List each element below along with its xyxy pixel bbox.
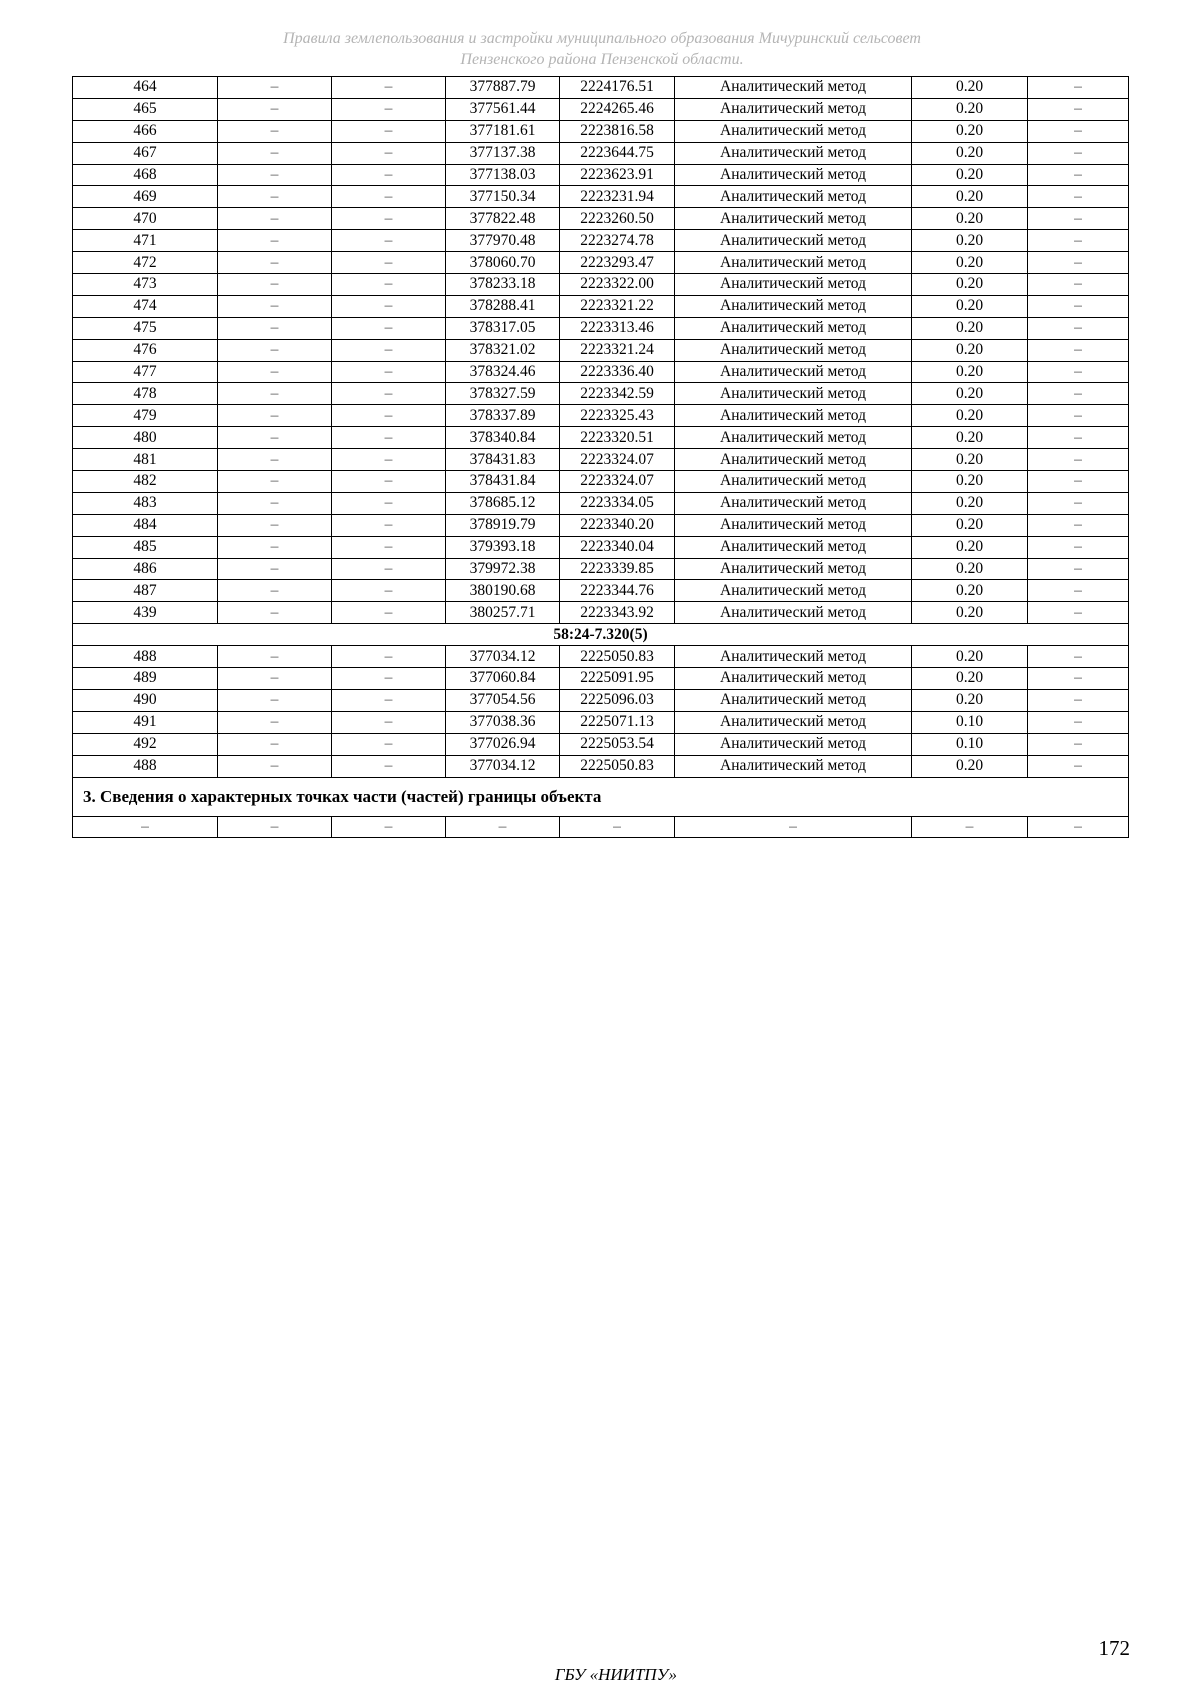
x-coordinate-cell: –	[446, 816, 560, 838]
old-y-cell: –	[332, 558, 446, 580]
old-x-cell: –	[218, 536, 332, 558]
table-row	[73, 339, 1129, 361]
header-line-2: Пензенского района Пензенской области.	[460, 51, 744, 68]
accuracy-cell: 0.20	[912, 77, 1028, 99]
old-x-cell: –	[218, 142, 332, 164]
description-cell: –	[1028, 274, 1129, 296]
old-x-cell: –	[218, 98, 332, 120]
method-cell: Аналитический метод	[675, 427, 912, 449]
description-cell: –	[1028, 164, 1129, 186]
description-cell: –	[1028, 186, 1129, 208]
old-y-cell: –	[332, 471, 446, 493]
x-coordinate-cell: 377137.38	[446, 142, 560, 164]
description-cell: –	[1028, 230, 1129, 252]
point-number-cell: 484	[73, 514, 218, 536]
old-x-cell: –	[218, 755, 332, 777]
accuracy-cell: 0.20	[912, 230, 1028, 252]
point-number-cell: 477	[73, 361, 218, 383]
point-number-cell: 489	[73, 668, 218, 690]
x-coordinate-cell: 379393.18	[446, 536, 560, 558]
old-y-cell: –	[332, 186, 446, 208]
table-row	[73, 449, 1129, 471]
x-coordinate-cell: 380257.71	[446, 602, 560, 624]
y-coordinate-cell: 2223322.00	[560, 274, 675, 296]
x-coordinate-cell: 378340.84	[446, 427, 560, 449]
accuracy-cell: 0.20	[912, 383, 1028, 405]
x-coordinate-cell: 378060.70	[446, 252, 560, 274]
method-cell: Аналитический метод	[675, 558, 912, 580]
old-y-cell: –	[332, 339, 446, 361]
accuracy-cell: 0.20	[912, 186, 1028, 208]
table-row	[73, 142, 1129, 164]
old-x-cell: –	[218, 668, 332, 690]
old-y-cell: –	[332, 711, 446, 733]
description-cell: –	[1028, 427, 1129, 449]
section-3-heading: 3. Сведения о характерных точках части (частей) границы объекта	[73, 777, 1129, 816]
table-row	[73, 816, 1129, 838]
y-coordinate-cell: 2225053.54	[560, 733, 675, 755]
point-number-cell: 486	[73, 558, 218, 580]
method-cell: Аналитический метод	[675, 689, 912, 711]
accuracy-cell: 0.20	[912, 471, 1028, 493]
y-coordinate-cell: 2223344.76	[560, 580, 675, 602]
y-coordinate-cell: 2225050.83	[560, 646, 675, 668]
old-x-cell: –	[218, 317, 332, 339]
method-cell: Аналитический метод	[675, 514, 912, 536]
old-x-cell: –	[218, 383, 332, 405]
y-coordinate-cell: 2223313.46	[560, 317, 675, 339]
method-cell: Аналитический метод	[675, 120, 912, 142]
method-cell: Аналитический метод	[675, 580, 912, 602]
description-cell: –	[1028, 317, 1129, 339]
point-number-cell: 475	[73, 317, 218, 339]
y-coordinate-cell: 2223340.04	[560, 536, 675, 558]
point-number-cell: 483	[73, 492, 218, 514]
point-number-cell: 492	[73, 733, 218, 755]
accuracy-cell: 0.20	[912, 208, 1028, 230]
accuracy-cell: 0.20	[912, 405, 1028, 427]
y-coordinate-cell: 2224265.46	[560, 98, 675, 120]
method-cell: Аналитический метод	[675, 230, 912, 252]
description-cell: –	[1028, 646, 1129, 668]
old-y-cell: –	[332, 580, 446, 602]
x-coordinate-cell: 377150.34	[446, 186, 560, 208]
x-coordinate-cell: 377054.56	[446, 689, 560, 711]
x-coordinate-cell: 377561.44	[446, 98, 560, 120]
method-cell: Аналитический метод	[675, 449, 912, 471]
method-cell: –	[675, 816, 912, 838]
x-coordinate-cell: 378919.79	[446, 514, 560, 536]
description-cell: –	[1028, 558, 1129, 580]
y-coordinate-cell: 2223336.40	[560, 361, 675, 383]
table-row	[73, 77, 1129, 99]
point-number-cell: 488	[73, 646, 218, 668]
method-cell: Аналитический метод	[675, 471, 912, 493]
old-x-cell: –	[218, 252, 332, 274]
accuracy-cell: 0.20	[912, 668, 1028, 690]
old-x-cell: –	[218, 602, 332, 624]
x-coordinate-cell: 378317.05	[446, 317, 560, 339]
method-cell: Аналитический метод	[675, 668, 912, 690]
description-cell: –	[1028, 602, 1129, 624]
y-coordinate-cell: 2223293.47	[560, 252, 675, 274]
table-row	[73, 580, 1129, 602]
table-row	[73, 471, 1129, 493]
old-x-cell: –	[218, 471, 332, 493]
description-cell: –	[1028, 405, 1129, 427]
method-cell: Аналитический метод	[675, 208, 912, 230]
old-x-cell: –	[218, 689, 332, 711]
description-cell: –	[1028, 142, 1129, 164]
old-x-cell: –	[218, 164, 332, 186]
y-coordinate-cell: 2223623.91	[560, 164, 675, 186]
old-y-cell: –	[332, 383, 446, 405]
x-coordinate-cell: 377887.79	[446, 77, 560, 99]
description-cell: –	[1028, 449, 1129, 471]
x-coordinate-cell: 379972.38	[446, 558, 560, 580]
accuracy-cell: 0.20	[912, 252, 1028, 274]
point-number-cell: 468	[73, 164, 218, 186]
description-cell: –	[1028, 514, 1129, 536]
point-number-cell: –	[73, 816, 218, 838]
accuracy-cell: 0.20	[912, 514, 1028, 536]
point-number-cell: 482	[73, 471, 218, 493]
old-x-cell: –	[218, 816, 332, 838]
point-number-cell: 474	[73, 295, 218, 317]
accuracy-cell: 0.20	[912, 536, 1028, 558]
old-y-cell: –	[332, 602, 446, 624]
point-number-cell: 471	[73, 230, 218, 252]
description-cell: –	[1028, 755, 1129, 777]
x-coordinate-cell: 377138.03	[446, 164, 560, 186]
accuracy-cell: 0.20	[912, 361, 1028, 383]
y-coordinate-cell: –	[560, 816, 675, 838]
description-cell: –	[1028, 361, 1129, 383]
old-y-cell: –	[332, 120, 446, 142]
table-row	[73, 252, 1129, 274]
point-number-cell: 464	[73, 77, 218, 99]
table-row	[73, 383, 1129, 405]
table-row	[73, 755, 1129, 777]
old-x-cell: –	[218, 77, 332, 99]
y-coordinate-cell: 2225096.03	[560, 689, 675, 711]
old-x-cell: –	[218, 295, 332, 317]
old-x-cell: –	[218, 339, 332, 361]
y-coordinate-cell: 2223320.51	[560, 427, 675, 449]
accuracy-cell: 0.20	[912, 755, 1028, 777]
x-coordinate-cell: 377181.61	[446, 120, 560, 142]
table-row	[73, 689, 1129, 711]
x-coordinate-cell: 377034.12	[446, 646, 560, 668]
method-cell: Аналитический метод	[675, 405, 912, 427]
y-coordinate-cell: 2223260.50	[560, 208, 675, 230]
accuracy-cell: 0.10	[912, 711, 1028, 733]
point-number-cell: 470	[73, 208, 218, 230]
accuracy-cell: 0.20	[912, 274, 1028, 296]
old-y-cell: –	[332, 816, 446, 838]
accuracy-cell: 0.20	[912, 580, 1028, 602]
point-number-cell: 479	[73, 405, 218, 427]
old-x-cell: –	[218, 186, 332, 208]
accuracy-cell: 0.20	[912, 98, 1028, 120]
description-cell: –	[1028, 383, 1129, 405]
old-x-cell: –	[218, 208, 332, 230]
accuracy-cell: 0.10	[912, 733, 1028, 755]
point-number-cell: 469	[73, 186, 218, 208]
x-coordinate-cell: 377970.48	[446, 230, 560, 252]
old-y-cell: –	[332, 77, 446, 99]
table-row	[73, 208, 1129, 230]
method-cell: Аналитический метод	[675, 733, 912, 755]
accuracy-cell: 0.20	[912, 339, 1028, 361]
old-x-cell: –	[218, 514, 332, 536]
table-row	[73, 514, 1129, 536]
method-cell: Аналитический метод	[675, 317, 912, 339]
point-number-cell: 481	[73, 449, 218, 471]
description-cell: –	[1028, 120, 1129, 142]
accuracy-cell: 0.20	[912, 646, 1028, 668]
table-row	[73, 230, 1129, 252]
old-y-cell: –	[332, 208, 446, 230]
accuracy-cell: –	[912, 816, 1028, 838]
old-x-cell: –	[218, 427, 332, 449]
x-coordinate-cell: 377822.48	[446, 208, 560, 230]
cadastral-group-heading-row	[73, 624, 1129, 646]
y-coordinate-cell: 2223816.58	[560, 120, 675, 142]
old-y-cell: –	[332, 689, 446, 711]
y-coordinate-cell: 2223342.59	[560, 383, 675, 405]
method-cell: Аналитический метод	[675, 755, 912, 777]
cadastral-group-heading: 58:24-7.320(5)	[73, 624, 1129, 646]
old-y-cell: –	[332, 317, 446, 339]
old-x-cell: –	[218, 230, 332, 252]
accuracy-cell: 0.20	[912, 689, 1028, 711]
y-coordinate-cell: 2225071.13	[560, 711, 675, 733]
description-cell: –	[1028, 689, 1129, 711]
old-y-cell: –	[332, 142, 446, 164]
method-cell: Аналитический метод	[675, 274, 912, 296]
table-row	[73, 427, 1129, 449]
description-cell: –	[1028, 77, 1129, 99]
old-y-cell: –	[332, 98, 446, 120]
accuracy-cell: 0.20	[912, 492, 1028, 514]
x-coordinate-cell: 378337.89	[446, 405, 560, 427]
method-cell: Аналитический метод	[675, 164, 912, 186]
old-y-cell: –	[332, 514, 446, 536]
point-number-cell: 472	[73, 252, 218, 274]
y-coordinate-cell: 2223340.20	[560, 514, 675, 536]
y-coordinate-cell: 2225050.83	[560, 755, 675, 777]
old-y-cell: –	[332, 427, 446, 449]
accuracy-cell: 0.20	[912, 449, 1028, 471]
method-cell: Аналитический метод	[675, 361, 912, 383]
method-cell: Аналитический метод	[675, 295, 912, 317]
x-coordinate-cell: 378327.59	[446, 383, 560, 405]
table-row	[73, 492, 1129, 514]
y-coordinate-cell: 2223343.92	[560, 602, 675, 624]
accuracy-cell: 0.20	[912, 317, 1028, 339]
old-x-cell: –	[218, 120, 332, 142]
y-coordinate-cell: 2223334.05	[560, 492, 675, 514]
x-coordinate-cell: 378321.02	[446, 339, 560, 361]
description-cell: –	[1028, 471, 1129, 493]
old-x-cell: –	[218, 733, 332, 755]
table-row	[73, 668, 1129, 690]
description-cell: –	[1028, 711, 1129, 733]
method-cell: Аналитический метод	[675, 142, 912, 164]
table-row	[73, 711, 1129, 733]
method-cell: Аналитический метод	[675, 252, 912, 274]
table-row	[73, 120, 1129, 142]
old-x-cell: –	[218, 580, 332, 602]
x-coordinate-cell: 377038.36	[446, 711, 560, 733]
old-y-cell: –	[332, 295, 446, 317]
y-coordinate-cell: 2223325.43	[560, 405, 675, 427]
old-y-cell: –	[332, 536, 446, 558]
point-number-cell: 476	[73, 339, 218, 361]
document-header	[72, 28, 1132, 70]
accuracy-cell: 0.20	[912, 120, 1028, 142]
point-number-cell: 478	[73, 383, 218, 405]
y-coordinate-cell: 2223324.07	[560, 471, 675, 493]
old-x-cell: –	[218, 646, 332, 668]
table-body	[73, 77, 1129, 838]
old-y-cell: –	[332, 361, 446, 383]
old-x-cell: –	[218, 711, 332, 733]
section-3-heading-row	[73, 777, 1129, 816]
method-cell: Аналитический метод	[675, 646, 912, 668]
description-cell: –	[1028, 668, 1129, 690]
old-x-cell: –	[218, 361, 332, 383]
point-number-cell: 487	[73, 580, 218, 602]
x-coordinate-cell: 378233.18	[446, 274, 560, 296]
table-row	[73, 361, 1129, 383]
old-y-cell: –	[332, 755, 446, 777]
point-number-cell: 439	[73, 602, 218, 624]
old-x-cell: –	[218, 405, 332, 427]
old-y-cell: –	[332, 668, 446, 690]
header-line-1: Правила землепользования и застройки муниципального образования Мичуринский сельсовет	[283, 30, 921, 47]
y-coordinate-cell: 2223321.22	[560, 295, 675, 317]
y-coordinate-cell: 2223339.85	[560, 558, 675, 580]
x-coordinate-cell: 378431.84	[446, 471, 560, 493]
old-y-cell: –	[332, 164, 446, 186]
old-x-cell: –	[218, 274, 332, 296]
point-number-cell: 480	[73, 427, 218, 449]
old-y-cell: –	[332, 230, 446, 252]
table-row	[73, 646, 1129, 668]
y-coordinate-cell: 2223231.94	[560, 186, 675, 208]
description-cell: –	[1028, 295, 1129, 317]
table-row	[73, 317, 1129, 339]
point-number-cell: 488	[73, 755, 218, 777]
old-y-cell: –	[332, 274, 446, 296]
description-cell: –	[1028, 252, 1129, 274]
old-y-cell: –	[332, 492, 446, 514]
method-cell: Аналитический метод	[675, 711, 912, 733]
y-coordinate-cell: 2223644.75	[560, 142, 675, 164]
point-number-cell: 490	[73, 689, 218, 711]
y-coordinate-cell: 2223324.07	[560, 449, 675, 471]
method-cell: Аналитический метод	[675, 602, 912, 624]
description-cell: –	[1028, 580, 1129, 602]
table-row	[73, 602, 1129, 624]
page-number: 172	[1098, 1636, 1130, 1660]
table-row	[73, 274, 1129, 296]
y-coordinate-cell: 2223274.78	[560, 230, 675, 252]
method-cell: Аналитический метод	[675, 339, 912, 361]
x-coordinate-cell: 378324.46	[446, 361, 560, 383]
description-cell: –	[1028, 816, 1129, 838]
y-coordinate-cell: 2223321.24	[560, 339, 675, 361]
old-y-cell: –	[332, 449, 446, 471]
point-number-cell: 465	[73, 98, 218, 120]
method-cell: Аналитический метод	[675, 186, 912, 208]
point-number-cell: 473	[73, 274, 218, 296]
x-coordinate-cell: 377034.12	[446, 755, 560, 777]
accuracy-cell: 0.20	[912, 164, 1028, 186]
x-coordinate-cell: 377026.94	[446, 733, 560, 755]
table-row	[73, 98, 1129, 120]
accuracy-cell: 0.20	[912, 142, 1028, 164]
x-coordinate-cell: 380190.68	[446, 580, 560, 602]
accuracy-cell: 0.20	[912, 602, 1028, 624]
accuracy-cell: 0.20	[912, 295, 1028, 317]
accuracy-cell: 0.20	[912, 427, 1028, 449]
description-cell: –	[1028, 536, 1129, 558]
boundary-points-table	[72, 76, 1129, 838]
x-coordinate-cell: 378288.41	[446, 295, 560, 317]
method-cell: Аналитический метод	[675, 536, 912, 558]
y-coordinate-cell: 2224176.51	[560, 77, 675, 99]
table-row	[73, 558, 1129, 580]
description-cell: –	[1028, 98, 1129, 120]
method-cell: Аналитический метод	[675, 98, 912, 120]
old-x-cell: –	[218, 492, 332, 514]
old-x-cell: –	[218, 558, 332, 580]
point-number-cell: 467	[73, 142, 218, 164]
description-cell: –	[1028, 733, 1129, 755]
accuracy-cell: 0.20	[912, 558, 1028, 580]
x-coordinate-cell: 377060.84	[446, 668, 560, 690]
old-y-cell: –	[332, 252, 446, 274]
point-number-cell: 485	[73, 536, 218, 558]
table-row	[73, 405, 1129, 427]
table-row	[73, 295, 1129, 317]
x-coordinate-cell: 378431.83	[446, 449, 560, 471]
description-cell: –	[1028, 208, 1129, 230]
table-row	[73, 536, 1129, 558]
old-y-cell: –	[332, 733, 446, 755]
description-cell: –	[1028, 339, 1129, 361]
old-y-cell: –	[332, 646, 446, 668]
point-number-cell: 491	[73, 711, 218, 733]
old-y-cell: –	[332, 405, 446, 427]
method-cell: Аналитический метод	[675, 492, 912, 514]
description-cell: –	[1028, 492, 1129, 514]
y-coordinate-cell: 2225091.95	[560, 668, 675, 690]
point-number-cell: 466	[73, 120, 218, 142]
method-cell: Аналитический метод	[675, 77, 912, 99]
document-footer: ГБУ «НИИТПУ»	[554, 1665, 678, 1684]
x-coordinate-cell: 378685.12	[446, 492, 560, 514]
method-cell: Аналитический метод	[675, 383, 912, 405]
table-row	[73, 164, 1129, 186]
table-row	[73, 733, 1129, 755]
table-row	[73, 186, 1129, 208]
old-x-cell: –	[218, 449, 332, 471]
